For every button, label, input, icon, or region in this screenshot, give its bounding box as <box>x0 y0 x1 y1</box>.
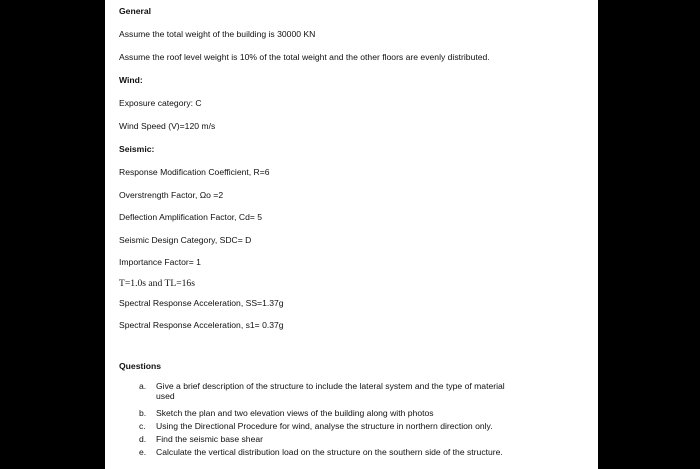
question-marker: e. <box>139 447 147 457</box>
response-modification-text: Response Modification Coefficient, R=6 <box>119 167 270 177</box>
question-item-b <box>139 408 434 418</box>
question-text-continued: used <box>156 391 175 401</box>
question-item-e <box>139 447 503 457</box>
document-page <box>105 0 598 469</box>
question-marker: d. <box>139 434 147 444</box>
question-text: Find the seismic base shear <box>156 434 263 444</box>
question-item-d <box>139 434 263 444</box>
roof-weight-text: Assume the roof level weight is 10% of the total weight and the other floors are evenly distributed. <box>119 52 490 62</box>
question-item-c <box>139 421 493 431</box>
question-text: Give a brief description of the structure to include the lateral system and the type of material <box>156 381 505 391</box>
question-text: Using the Directional Procedure for wind, analyse the structure in northern direction only. <box>156 421 493 431</box>
wind-heading: Wind: <box>119 75 143 85</box>
total-weight-text: Assume the total weight of the building is 30000 KN <box>119 29 316 39</box>
importance-factor-text: Importance Factor= 1 <box>119 257 201 267</box>
question-text: Sketch the plan and two elevation views of the building along with photos <box>156 408 434 418</box>
question-marker: a. <box>139 381 147 391</box>
exposure-category-text: Exposure category: C <box>119 98 202 108</box>
seismic-heading: Seismic: <box>119 144 155 154</box>
question-item-a <box>139 381 505 401</box>
question-marker: c. <box>139 421 146 431</box>
question-text: Calculate the vertical distribution load on the structure on the southern side of the structure. <box>156 447 503 457</box>
general-heading: General <box>119 6 152 16</box>
wind-speed-text: Wind Speed (V)=120 m/s <box>119 121 216 131</box>
spectral-ss-text: Spectral Response Acceleration, SS=1.37g <box>119 298 284 308</box>
period-text: T=1.0s and TL=16s <box>119 278 195 289</box>
spectral-s1-text: Spectral Response Acceleration, s1= 0.37g <box>119 320 284 330</box>
deflection-amplification-text: Deflection Amplification Factor, Cd= 5 <box>119 212 263 222</box>
question-marker: b. <box>139 408 147 418</box>
questions-heading: Questions <box>119 361 162 371</box>
seismic-design-category-text: Seismic Design Category, SDC= D <box>119 235 252 245</box>
overstrength-factor-text: Overstrength Factor, Ωo =2 <box>119 190 224 200</box>
